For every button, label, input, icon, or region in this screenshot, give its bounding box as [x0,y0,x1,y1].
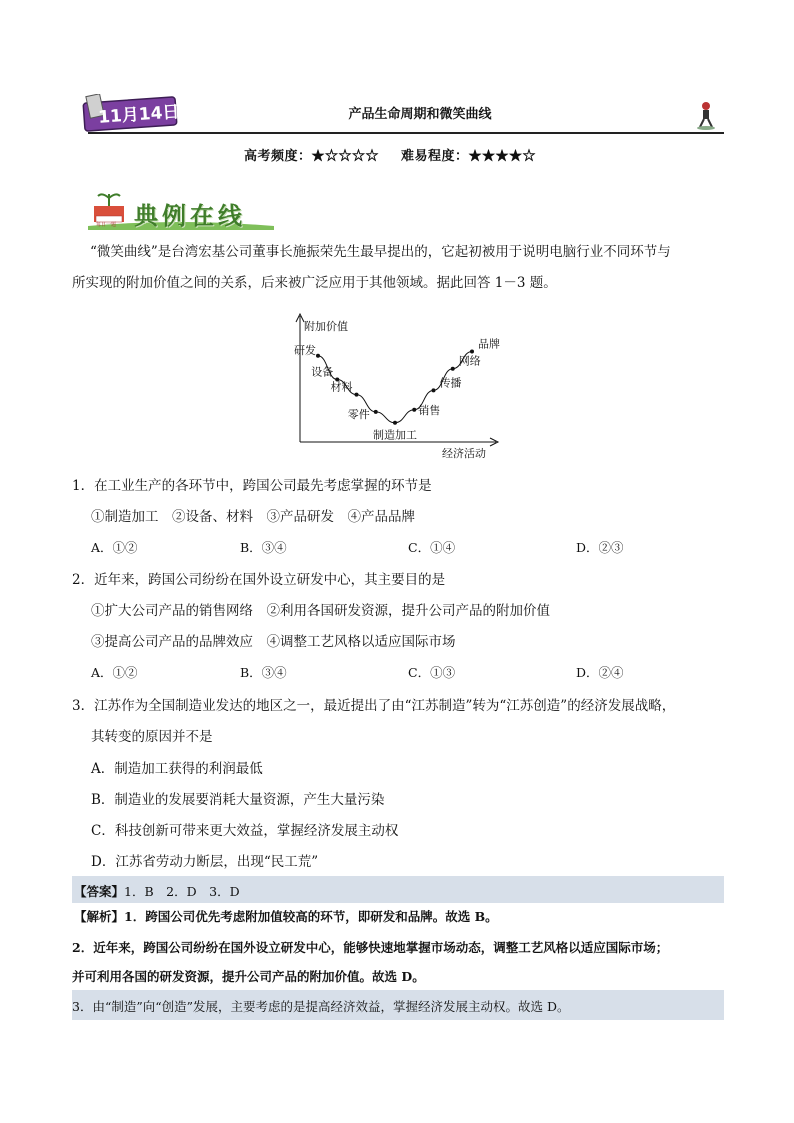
q3-choice-d[interactable]: D．江苏省劳动力断层，出现“民工荒” [91,854,319,870]
curve-label-4: 零件 [347,407,370,421]
logo-caption: 每日一题 [96,222,117,228]
q2-option-a[interactable]: A．①② [91,665,138,680]
page-title: 产品生命周期和微笑曲线 [348,107,492,122]
frequency-stars: ★☆☆☆☆ [311,149,380,164]
q3-stem-2: 其转变的原因并不是 [91,729,213,745]
answer-line [74,882,240,900]
curve-point-8 [451,367,455,371]
curve-point-7 [432,388,436,392]
q3-choice-c[interactable]: C．科技创新可带来更大效益，掌握经济发展主动权 [91,823,399,839]
q2-items-2: ③提高公司产品的品牌效应 ④调整工艺风格以适应国际市场 [91,634,456,650]
frequency-difficulty-line [244,145,536,164]
analysis-2b: 并可利用各国的研发资源，提升公司产品的附加价值。故选 D。 [72,969,425,984]
q1-option-b[interactable]: B．③④ [240,540,287,555]
y-axis-label: 附加价值 [304,320,348,333]
runner-icon [694,100,718,130]
q1-option-a[interactable]: A．①② [91,540,138,555]
curve-point-4 [374,410,378,414]
curve-point-1 [316,354,320,358]
answer-text: 1．B 2．D 3．D [124,884,240,899]
analysis-2a: 2．近年来，跨国公司纷纷在国外设立研发中心，能够快速地掌握市场动态，调整工艺风格以适应国际市场； [72,940,669,955]
curve-label-5: 制造加工 [373,428,417,442]
curve-label-7: 传播 [439,376,462,390]
q1-stem: 1．在工业生产的各环节中，跨国公司最先考虑掌握的环节是 [72,478,432,494]
header-rule [88,132,724,134]
curve-label-3: 材料 [330,380,353,394]
date-badge-text: 11月14日 [97,102,181,128]
curve-label-2: 设备 [311,365,334,379]
x-axis-label: 经济活动 [442,447,486,460]
curve-point-9 [470,349,474,353]
q2-items-1: ①扩大公司产品的销售网络 ②利用各国研发资源，提升公司产品的附加价值 [91,603,550,619]
analysis-3: 3．由“制造”向“创造”发展，主要考虑的是提高经济效益，掌握经济发展主动权。故选 D。 [72,999,570,1014]
analysis-label: 【解析】 [74,909,125,924]
curve-label-6: 销售 [418,403,441,417]
q2-option-c[interactable]: C．①③ [408,665,456,680]
intro-line-1: “微笑曲线”是台湾宏基公司董事长施振荣先生最早提出的，它起初被用于说明电脑行业不同环节与 [90,244,671,260]
q3-choice-a[interactable]: A．制造加工获得的利润最低 [91,761,263,777]
intro-line-2: 所实现的附加价值之间的关系，后来被广泛应用于其他领域。据此回答 1－3 题。 [72,275,557,291]
difficulty-stars: ★★★★☆ [468,149,537,164]
q2-option-b[interactable]: B．③④ [240,665,287,680]
q1-option-d[interactable]: D．②③ [576,540,624,555]
curve-label-9: 品牌 [478,337,500,351]
section-title: 典例在线 [134,201,246,230]
q2-option-d[interactable]: D．②④ [576,665,624,680]
analysis-line-1 [74,907,498,925]
curve-label-8: 网络 [458,354,481,368]
q1-items: ①制造加工 ②设备、材料 ③产品研发 ④产品品牌 [91,509,415,525]
answer-label: 【答案】 [74,884,125,899]
curve-point-5 [393,421,397,425]
analysis-1: 1．跨国公司优先考虑附加值较高的环节，即研发和品牌。故选 B。 [124,909,498,924]
q1-option-c[interactable]: C．①④ [408,540,456,555]
curve-point-6 [412,408,416,412]
smile-curve-chart [290,312,502,462]
curve-point-3 [355,393,359,397]
difficulty-label: 难易程度： [401,149,469,164]
q3-stem: 3．江苏作为全国制造业发达的地区之一，最近提出了由“江苏制造”转为“江苏创造”的经济发展战略， [72,698,676,714]
q3-choice-b[interactable]: B．制造业的发展要消耗大量资源，产生大量污染 [91,792,385,808]
q2-stem: 2．近年来，跨国公司纷纷在国外设立研发中心，其主要目的是 [72,572,446,588]
frequency-label: 高考频度： [244,149,312,164]
curve-label-1: 研发 [294,343,316,357]
